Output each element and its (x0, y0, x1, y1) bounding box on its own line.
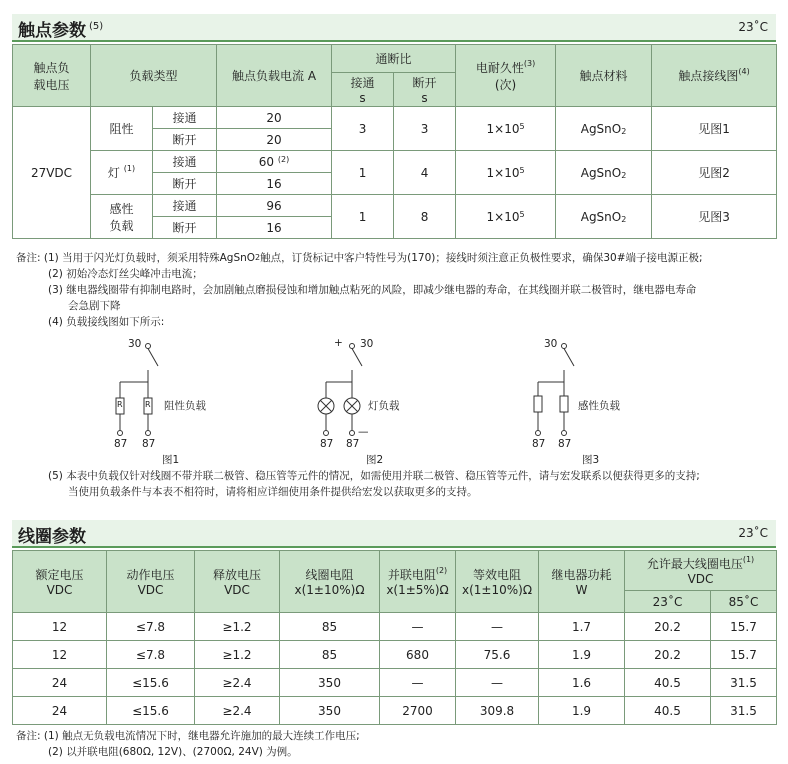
header-onoff: 通断比 (332, 45, 456, 73)
off-cell: 8 (394, 195, 456, 239)
coil-table (12, 550, 777, 725)
mode-cell: 接通 (153, 195, 217, 217)
coil-header-rated: 额定电压 VDC (13, 551, 107, 613)
cell: ≥1.2 (195, 641, 280, 669)
coil-temperature: 23˚C (738, 526, 768, 540)
diagram1-terminal-87b: 87 (142, 438, 156, 450)
cell: 85 (280, 641, 380, 669)
off-cell: 4 (394, 151, 456, 195)
cell: — (380, 669, 456, 697)
cell: 12 (13, 641, 107, 669)
coil-header-23c: 23˚C (625, 591, 711, 613)
coil-header-equivalent: 等效电阻 x(1±10%)Ω (456, 551, 539, 613)
load-type-cell: 灯 $^{(1)}$ (91, 151, 153, 195)
cell: 15.7 (711, 641, 777, 669)
diagram2-minus: — (358, 426, 369, 438)
cell: 31.5 (711, 697, 777, 725)
cell: 15.7 (711, 613, 777, 641)
cell: 40.5 (625, 669, 711, 697)
cell: 85 (280, 613, 380, 641)
cell: ≥1.2 (195, 613, 280, 641)
diagram2-terminal-87b: 87 (346, 438, 360, 450)
cell: 20.2 (625, 613, 711, 641)
mode-cell: 接通 (153, 107, 217, 129)
diagram1-terminal-30: 30 (128, 338, 142, 350)
current-cell: 96 (217, 195, 332, 217)
diagram1-r1: R (117, 400, 123, 409)
cell: 40.5 (625, 697, 711, 725)
cell: ≥2.4 (195, 669, 280, 697)
table-row (13, 195, 777, 217)
cell: 12 (13, 613, 107, 641)
header-load-type: 负载类型 (91, 45, 217, 107)
off-cell: 3 (394, 107, 456, 151)
cell: ≤7.8 (107, 641, 195, 669)
current-cell: 60 $^{(2)}$ (217, 151, 332, 173)
coil-header-release: 释放电压 VDC (195, 551, 280, 613)
contact-notes (16, 250, 703, 330)
on-cell: 1 (332, 151, 394, 195)
cell: 680 (380, 641, 456, 669)
diagram2-plus: + (334, 337, 343, 349)
note-5: (5) 本表中负载仅针对线圈不带并联二极管、稳压管等元件的情况，如需使用并联二极管、稳压管等元件，请与宏发联系以便获得更多的支持; (48, 470, 700, 482)
mode-cell: 接通 (153, 151, 217, 173)
current-cell: 16 (217, 173, 332, 195)
cell: — (380, 613, 456, 641)
cell: 75.6 (456, 641, 539, 669)
life-cell: $1\times 10^5$ (456, 107, 556, 151)
cell: 350 (280, 697, 380, 725)
material-cell: AgSnO2 (556, 195, 652, 239)
diagram-inductive (528, 336, 658, 464)
cell: ≥2.4 (195, 697, 280, 725)
table-row (13, 107, 777, 129)
coil-header-pickup: 动作电压 VDC (107, 551, 195, 613)
diagram-resistive (110, 336, 240, 464)
diagram3-terminal-30: 30 (544, 338, 558, 350)
coil-header-max: 允许最大线圈电压$^{(1)}$ VDC (625, 551, 777, 591)
diagram1-r2: R (145, 400, 151, 409)
coil-notes (16, 728, 360, 760)
table-row (13, 613, 777, 641)
coil-note-2: (2) 以并联电阻(680Ω, 12V)、(2700Ω, 24V) 为例。 (48, 746, 298, 758)
coil-header-resistance: 线圈电阻 x(1±10%)Ω (280, 551, 380, 613)
cell: 20.2 (625, 641, 711, 669)
cell: 1.9 (539, 641, 625, 669)
note-3: (3) 继电器线圈带有抑制电路时，会加剧触点磨损侵蚀和增加触点粘死的风险，即减少继电器的寿命，在其线圈并联二极管时，继电器电寿命 (48, 284, 697, 296)
diagram2-caption: 图2 (366, 454, 384, 466)
cell: ≤15.6 (107, 669, 195, 697)
header-on: 接通 s (332, 73, 394, 107)
contact-notes-5 (16, 468, 700, 500)
contact-section-header (12, 14, 776, 42)
header-life: 电耐久性$^{(3)}$ (次) (456, 45, 556, 107)
load-type-cell: 阻性 (91, 107, 153, 151)
note-3-cont: 会急剧下降 (68, 300, 121, 312)
on-cell: 3 (332, 107, 394, 151)
table-row (13, 697, 777, 725)
mode-cell: 断开 (153, 173, 217, 195)
diagram-ref-cell: 见图2 (652, 151, 777, 195)
diagram3-terminal-87b: 87 (558, 438, 572, 450)
header-material: 触点材料 (556, 45, 652, 107)
cell: — (456, 613, 539, 641)
cell: ≤15.6 (107, 697, 195, 725)
header-off: 断开 s (394, 73, 456, 107)
load-type-cell: 感性 负载 (91, 195, 153, 239)
life-cell: $1\times 10^5$ (456, 151, 556, 195)
diagram-lamp (308, 336, 438, 464)
coil-header-parallel: 并联电阻$^{(2)}$ x(1±5%)Ω (380, 551, 456, 613)
cell: 24 (13, 697, 107, 725)
diagram1-label: 阻性负载 (164, 400, 206, 412)
diagram2-terminal-30: 30 (360, 338, 374, 350)
on-cell: 1 (332, 195, 394, 239)
note-5-cont: 当使用负载条件与本表不相符时，请将相应详细使用条件提供给宏发以获取更多的支持。 (68, 486, 478, 498)
coil-header-85c: 85˚C (711, 591, 777, 613)
coil-header-power: 继电器功耗 W (539, 551, 625, 613)
current-cell: 20 (217, 107, 332, 129)
note-2: (2) 初始冷态灯丝尖峰冲击电流； (48, 268, 203, 280)
current-cell: 20 (217, 129, 332, 151)
diagram-ref-cell: 见图1 (652, 107, 777, 151)
diagram2-terminal-87a: 87 (320, 438, 334, 450)
note-4: (4) 负载接线图如下所示: (48, 316, 165, 328)
cell: 1.9 (539, 697, 625, 725)
cell: 24 (13, 669, 107, 697)
life-cell: $1\times 10^5$ (456, 195, 556, 239)
diagram-ref-cell: 见图3 (652, 195, 777, 239)
table-row (13, 669, 777, 697)
diagram1-terminal-87a: 87 (114, 438, 128, 450)
contact-table (12, 44, 777, 239)
cell: 1.6 (539, 669, 625, 697)
mode-cell: 断开 (153, 129, 217, 151)
coil-note-1: 备注: (1) 触点无负载电流情况下时，继电器允许施加的最大连续工作电压; (16, 730, 360, 742)
mode-cell: 断开 (153, 217, 217, 239)
current-cell: 16 (217, 217, 332, 239)
cell: 350 (280, 669, 380, 697)
header-current: 触点负载电流 A (217, 45, 332, 107)
diagram2-label: 灯负载 (368, 400, 400, 412)
diagram3-terminal-87a: 87 (532, 438, 546, 450)
cell: 31.5 (711, 669, 777, 697)
cell: — (456, 669, 539, 697)
header-voltage: 触点负 载电压 (13, 45, 91, 107)
table-row (13, 151, 777, 173)
cell: 1.7 (539, 613, 625, 641)
coil-section-title: 线圈参数 (18, 527, 86, 547)
cell: 309.8 (456, 697, 539, 725)
note-1: 备注: (1) 当用于闪光灯负载时，须采用特殊AgSnO2触点，订货标记中客户特性号为(170)；接线时须注意正负极性要求，确保30#端子接电源正极; (16, 252, 703, 264)
table-row (13, 641, 777, 669)
contact-section-title: 触点参数 $^{(5)}$ (18, 21, 104, 41)
voltage-cell: 27VDC (13, 107, 91, 239)
material-cell: AgSnO2 (556, 151, 652, 195)
diagram3-caption: 图3 (582, 454, 600, 466)
diagram1-caption: 图1 (162, 454, 180, 466)
header-diagram: 触点接线图$^{(4)}$ (652, 45, 777, 107)
coil-section-header (12, 520, 776, 548)
cell: 2700 (380, 697, 456, 725)
diagram3-label: 感性负载 (578, 400, 620, 412)
cell: ≤7.8 (107, 613, 195, 641)
material-cell: AgSnO2 (556, 107, 652, 151)
contact-temperature: 23˚C (738, 20, 768, 34)
